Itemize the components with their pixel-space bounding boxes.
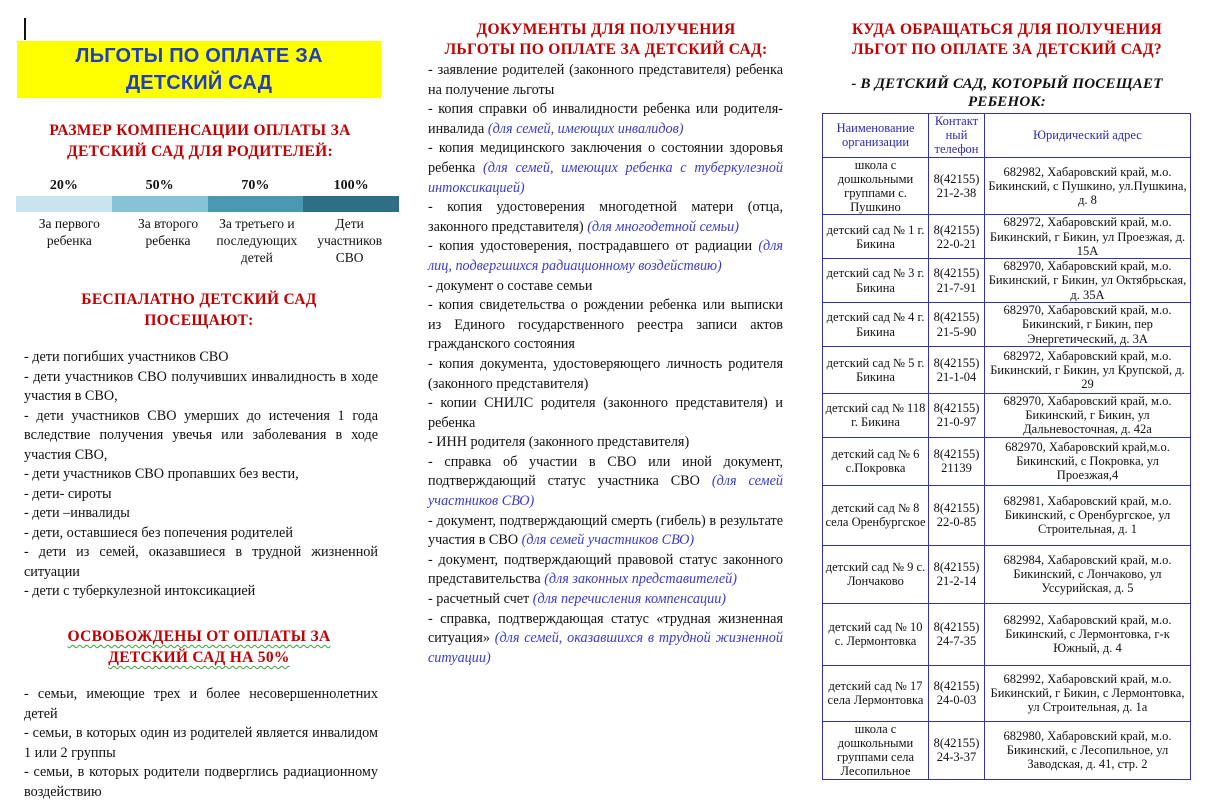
cell-address: 682970, Хабаровский край, м.о. Бикинский, г Бикин, ул Дальневосточная, д. 42а — [985, 394, 1191, 438]
list-item: - дети из семей, оказавшиеся в трудной жизненной ситуации — [24, 544, 378, 580]
document-text: - ИНН родителя (законного представителя) — [428, 434, 690, 451]
cell-address: 682981, Хабаровский край, м.о. Бикинский, с Оренбургское, ул Строительная, д. 1 — [985, 485, 1191, 545]
documents-heading — [428, 20, 784, 60]
compensation-percent: 100% — [333, 178, 369, 193]
cell-name: школа с дошкольными группами села Лесопильное — [823, 721, 929, 779]
cell-phone: 8(42155) 24-3-37 — [929, 721, 985, 779]
list-item: - дети участников СВО получивших инвалидность в ходе участия в СВО, — [24, 368, 378, 404]
compensation-bar-segment — [303, 196, 399, 212]
document-note: (для семей, имеющих инвалидов) — [487, 120, 684, 137]
table-row — [823, 157, 1191, 215]
table-row — [823, 485, 1191, 545]
table-row — [823, 259, 1191, 303]
cell-name: детский сад № 9 с. Лончаково — [823, 545, 929, 603]
table-row — [823, 721, 1191, 779]
document-item — [428, 590, 783, 610]
compensation-label: Дети участников СВО — [317, 216, 383, 265]
document-note: (для перечисления компенсации) — [532, 591, 727, 608]
where-to-apply-subtitle: - В ДЕТСКИЙ САД, КОТОРЫЙ ПОСЕЩАЕТ РЕБЕНОК: — [851, 76, 1163, 110]
document-note: (для многодетной семьи) — [587, 218, 739, 235]
cell-phone: 8(42155) 21-7-91 — [929, 259, 985, 303]
half-heading-line-1: ОСВОБОЖДЕНЫ ОТ ОПЛАТЫ ЗА — [67, 628, 331, 645]
compensation-label: За первого ребенка — [38, 216, 100, 248]
document-item — [428, 512, 783, 551]
cell-address: 682970, Хабаровский край, м.о. Бикинский, г Бикин, пер Энергетический, д. 3А — [985, 303, 1191, 347]
document-text: - расчетный счет — [428, 591, 533, 608]
cell-address: 682984, Хабаровский край, м.о. Бикинский, с Лончаково, ул Уссурийская, д. 5 — [985, 545, 1191, 603]
document-item — [428, 394, 783, 433]
cell-name: детский сад № 8 села Оренбургское — [823, 485, 929, 545]
cell-address: 682980, Хабаровский край, м.о. Бикинский, с Лесопильное, ул Заводская, д. 41, стр. 2 — [985, 721, 1191, 779]
cell-name: детский сад № 5 г. Бикина — [823, 347, 929, 394]
compensation-percent: 20% — [49, 178, 78, 193]
cell-phone: 8(42155) 21139 — [929, 437, 985, 485]
document-item — [428, 433, 783, 453]
header-phone: Контакт ный телефон — [929, 114, 985, 158]
free-attendance-heading — [24, 289, 374, 331]
document-text: - документ, подтверждающий правовой статус законного представительства — [428, 551, 783, 588]
free-heading-line-1: БЕСПАЛАТНО ДЕТСКИЙ САД — [81, 291, 317, 308]
cell-name: детский сад № 118 г. Бикина — [823, 394, 929, 438]
compensation-heading — [20, 120, 380, 162]
list-item: - дети участников СВО умерших до истечения 1 года вследствие получения увечья или заболевания в ходе участия СВО, — [24, 407, 378, 463]
cell-phone: 8(42155) 21-5-90 — [929, 303, 985, 347]
document-item — [428, 296, 783, 355]
compensation-percent: 70% — [241, 178, 270, 193]
cell-name: детский сад № 10 с. Лермонтовка — [823, 603, 929, 665]
document-text: - документ о составе семьи — [428, 277, 593, 294]
table-row — [823, 665, 1191, 721]
table-row — [823, 303, 1191, 347]
where-heading-line-2: ЛЬГОТ ПО ОПЛАТЕ ЗА ДЕТСКИЙ САД? — [852, 41, 1162, 58]
document-text: - копия свидетельства о рождении ребенка или выписки из Единого государственного реестра записи актов гражданского состояния — [428, 297, 783, 353]
document-text: - копия документа, удостоверяющего личность родителя (законного представителя) — [428, 355, 783, 392]
half-heading-line-2: ДЕТСКИЙ САД НА 50% — [108, 649, 290, 666]
cell-name: детский сад № 4 г. Бикина — [823, 303, 929, 347]
list-item: - дети, оставшиеся без попечения родителей — [24, 524, 293, 541]
list-item: - дети с туберкулезной интоксикацией — [24, 583, 256, 599]
table-row — [823, 603, 1191, 665]
cell-phone: 8(42155) 22-0-21 — [929, 215, 985, 259]
cell-phone: 8(42155) 21-2-14 — [929, 545, 985, 603]
half-discount-list — [24, 685, 378, 802]
documents-list — [428, 61, 783, 668]
free-attendance-list — [24, 348, 378, 602]
table-header-row — [823, 114, 1191, 158]
cell-phone: 8(42155) 21-1-04 — [929, 347, 985, 394]
document-item — [428, 198, 783, 237]
document-item — [428, 139, 783, 198]
table-row — [823, 347, 1191, 394]
compensation-percent: 50% — [145, 178, 174, 193]
text-cursor — [24, 18, 26, 40]
document-item — [428, 277, 783, 297]
compensation-percent-row — [16, 177, 399, 195]
document-note: (для семей участников СВО) — [428, 473, 783, 510]
compensation-bar-segment — [112, 196, 208, 212]
cell-address: 682972, Хабаровский край, м.о. Бикинский, г Бикин, ул Крупской, д. 29 — [985, 347, 1191, 394]
document-text: - справка, подтверждающая статус «трудная жизненная ситуация» — [428, 610, 783, 647]
banner-title: ЛЬГОТЫ ПО ОПЛАТЕ ЗА ДЕТСКИЙ САД — [75, 44, 323, 94]
compensation-color-bar — [16, 196, 399, 212]
document-note: (для семей, имеющих ребенка с туберкулезной интоксикацией) — [428, 159, 783, 196]
list-item: - семьи, имеющие трех и более несовершеннолетних детей — [24, 686, 378, 722]
document-text: - заявление родителей (законного представителя) ребенка на получение льготы — [428, 62, 783, 98]
document-note: (для лиц, подвергшихся радиационному воздействию) — [428, 238, 783, 274]
cell-address: 682972, Хабаровский край, м.о. Бикинский, г Бикин, ул Проезжая, д. 15А — [985, 215, 1191, 259]
cell-phone: 8(42155) 24-7-35 — [929, 603, 985, 665]
list-item: - дети участников СВО пропавших без вести, — [24, 466, 299, 482]
document-note: (для законных представителей) — [544, 571, 737, 588]
documents-heading-line-1: ДОКУМЕНТЫ ДЛЯ ПОЛУЧЕНИЯ — [476, 21, 736, 38]
document-item — [428, 237, 783, 276]
list-item: - дети погибших участников СВО — [24, 349, 229, 365]
document-item — [428, 100, 783, 139]
header-organization: Наименование организации — [823, 114, 929, 158]
where-to-apply-heading — [826, 20, 1188, 60]
where-heading-line-1: КУДА ОБРАЩАТЬСЯ ДЛЯ ПОЛУЧЕНИЯ — [851, 21, 1163, 38]
cell-address: 682970, Хабаровский край, м.о. Бикинский, г Бикин, ул Октябрьская, д. 35А — [985, 259, 1191, 303]
document-item — [428, 453, 783, 512]
half-discount-heading — [24, 626, 374, 668]
document-text: - копия удостоверения, пострадавшего от радиации — [428, 238, 759, 255]
table-row — [823, 545, 1191, 603]
document-item — [428, 610, 783, 669]
cell-name: детский сад № 1 г. Бикина — [823, 215, 929, 259]
document-text: - копия удостоверения многодетной матери (отца, законного представителя) — [428, 199, 783, 235]
compensation-label: За второго ребенка — [137, 216, 199, 248]
document-item — [428, 355, 783, 394]
cell-phone: 8(42155) 24-0-03 — [929, 665, 985, 721]
cell-name: школа с дошкольными группами с. Пушкино — [823, 157, 929, 215]
header-address: Юридический адрес — [985, 114, 1191, 158]
compensation-label-row — [16, 215, 399, 266]
compensation-bar-segment — [16, 196, 112, 212]
compensation-heading-line-1: РАЗМЕР КОМПЕНСАЦИИ ОПЛАТЫ ЗА — [49, 122, 351, 139]
compensation-heading-line-2: ДЕТСКИЙ САД ДЛЯ РОДИТЕЛЕЙ: — [67, 143, 333, 160]
cell-address: 682992, Хабаровский край, м.о. Бикинский, с Лермонтовка, г-к Южный, д. 4 — [985, 603, 1191, 665]
document-text: - копии СНИЛС родителя (законного представителя) и ребенка — [428, 395, 783, 431]
document-text: - документ, подтверждающий смерть (гибель) в результате участия в СВО — [428, 512, 783, 549]
cell-name: детский сад № 17 села Лермонтовка — [823, 665, 929, 721]
cell-name: детский сад № 6 с.Покровка — [823, 437, 929, 485]
document-text: - копия справки об инвалидности ребенка или родителя-инвалида — [428, 101, 783, 137]
free-heading-line-2: ПОСЕЩАЮТ: — [144, 312, 254, 329]
cell-phone: 8(42155) 22-0-85 — [929, 485, 985, 545]
cell-address: 682970, Хабаровский край,м.о. Бикинский, с Покровка, ул Проезжая,4 — [985, 437, 1191, 485]
list-item: - дети- сироты — [24, 485, 112, 502]
cell-phone: 8(42155) 21-0-97 — [929, 394, 985, 438]
list-item: - семьи, в которых родители подверглись радиационному воздействию — [24, 764, 378, 800]
table-row — [823, 394, 1191, 438]
compensation-bar-segment — [208, 196, 304, 212]
cell-address: 682982, Хабаровский край, м.о. Бикинский, с Пушкино, ул.Пушкина, д. 8 — [985, 157, 1191, 215]
cell-address: 682992, Хабаровский край, м.о. Бикинский, г Бикин, с Лермонтовка, ул Строительная, д. 1а — [985, 665, 1191, 721]
compensation-label: За третьего и последующих детей — [216, 216, 298, 265]
documents-heading-line-2: ЛЬГОТЫ ПО ОПЛАТЕ ЗА ДЕТСКИЙ САД: — [444, 41, 768, 58]
cell-name: детский сад № 3 г. Бикина — [823, 259, 929, 303]
document-item — [428, 551, 783, 590]
list-item: - дети –инвалиды — [24, 505, 130, 521]
document-note: (для семей, оказавшихся в трудной жизненной ситуации) — [428, 630, 783, 666]
document-text: - копия медицинского заключения о состоянии здоровья ребенка — [428, 140, 783, 176]
document-item — [428, 61, 783, 100]
list-item: - семьи, в которых один из родителей является инвалидом 1 или 2 группы — [24, 725, 378, 761]
cell-phone: 8(42155) 21-2-38 — [929, 157, 985, 215]
table-row — [823, 215, 1191, 259]
table-row — [823, 437, 1191, 485]
benefits-banner — [17, 41, 381, 98]
document-note: (для семей участников СВО) — [521, 532, 695, 549]
kindergarten-table — [822, 113, 1191, 780]
document-text: - справка об участии в СВО или иной документ, подтверждающий статус участника СВО — [428, 453, 783, 490]
